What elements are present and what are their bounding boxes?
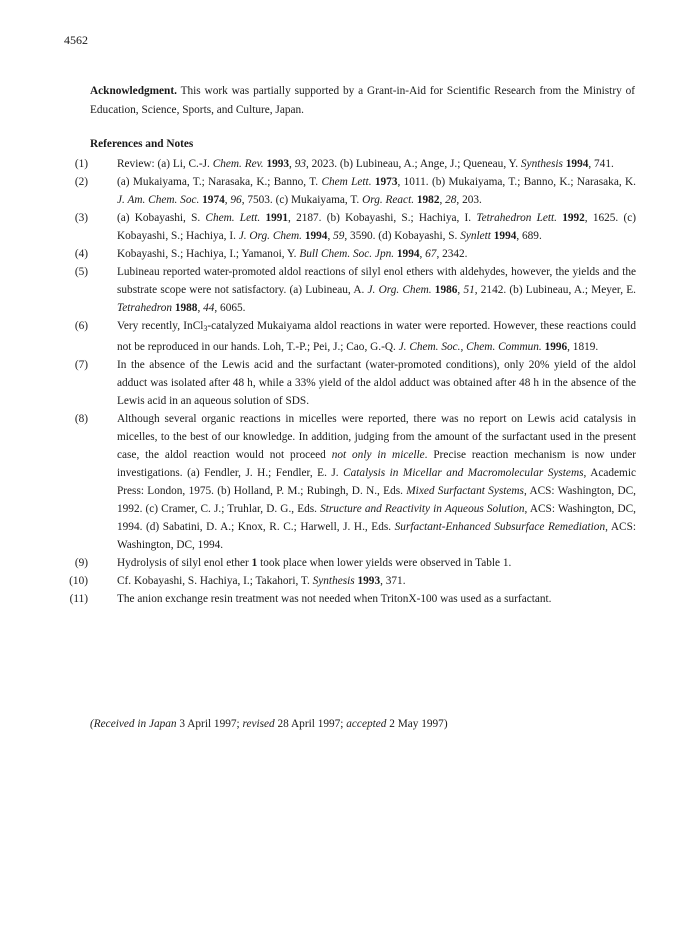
reference-text [117,590,636,608]
reference-text [117,410,636,554]
italic-text: 28 [445,194,457,206]
accepted-label: accepted [346,718,387,730]
text-run: , [419,248,426,260]
bold-text: 1991 [265,212,289,224]
reference-item [64,410,636,554]
italic-text: Synlett [460,230,491,242]
text-run: , 2342. [436,248,468,260]
text-run: Kobayashi, S.; Hachiya, I.; Yamanoi, Y. [117,248,300,260]
italic-text: 93 [294,158,306,170]
text-run: , [327,230,334,242]
bold-text: 1994 [396,248,420,260]
reference-text [117,317,636,356]
bold-text: 1982 [416,194,440,206]
text-run: , [457,284,464,296]
accepted-date: 2 May 1997) [389,718,448,730]
reference-item [64,173,636,209]
bold-text: 1993 [357,575,381,587]
italic-text: 51 [463,284,475,296]
bold-text: 1994 [565,158,589,170]
text-run: , [439,194,446,206]
bold-text: 1988 [174,302,198,314]
italic-text: Mixed Surfactant Systems [406,485,524,497]
reference-number: (10) [69,575,88,587]
reference-item [64,572,636,590]
received-date: 3 April 1997; [179,718,240,730]
italic-text: J. Chem. Soc., Chem. Commun. [398,341,542,353]
reference-text [117,572,636,590]
italic-text: Synthesis [520,158,563,170]
reference-item [64,590,636,608]
reference-text [117,245,636,263]
text-run: . Precise reaction mechanism is now under investigations. (a) Fendler, J. H.; Fendler, E. J. [117,449,636,479]
italic-text: Org. React. [362,194,415,206]
italic-text: 44 [203,302,215,314]
references-heading: References and Notes [90,138,194,150]
bold-text: 1973 [374,176,398,188]
text-run: , 1819. [567,341,599,353]
text-run: The anion exchange resin treatment was not needed when TritonX-100 was used as a surfactant. [117,593,552,605]
reference-number: (3) [74,212,88,224]
received-label: (Received in Japan [90,718,177,730]
text-run: Although several organic reactions in micelles were reported, there was no report on Lewis acid catalysis in micelles, to the best of our knowledge. In addition, judging from the amount of the surfactant used in the present case, the aldol reaction would not proceed [117,413,636,461]
text-run: Review: (a) Li, C.-J. [117,158,213,170]
reference-number: (6) [74,320,88,332]
text-run: , 689. [516,230,542,242]
text-run: took place when lower yields were observed in Table 1. [257,557,512,569]
text-run: -catalyzed Mukaiyama aldol reactions in water were reported. However, these reactions could not be reproduced in our hands. Loh, T.-P.; Pei, J.; Cao, G.-Q. [117,320,636,353]
text-run: In the absence of the Lewis acid and the surfactant (water-promoted conditions), only 20% yield of the aldol adduct was isolated after 48 h, while a 33% yield of the aldol adduct was obtained after 48 h in the absence of the Lewis acid in an aqueous solution of SDS. [117,359,636,407]
acknowledgment-label: Acknowledgment. [90,85,177,97]
italic-text: 96 [230,194,242,206]
reference-number: (9) [74,557,88,569]
italic-text: Bull Chem. Soc. Jpn. [299,248,395,260]
text-run: , 2187. (b) Kobayashi, S.; Hachiya, I. [288,212,477,224]
text-run: , 1625. (c) Kobayashi, S.; Hachiya, I. [117,212,636,242]
reference-item [64,317,636,356]
subscript-text: 3 [203,324,208,333]
text-run: (a) Kobayashi, S. [117,212,206,224]
text-run: , 3590. (d) Kobayashi, S. [344,230,461,242]
reference-item [64,263,636,317]
text-run: , ACS: Washington, DC, 1992. (c) Cramer, C. J.; Truhlar, D. G., Eds. [117,485,636,515]
bold-text: 1996 [544,341,568,353]
reference-number: (11) [69,593,88,605]
reference-number: (4) [74,248,88,260]
text-run: Very recently, InCl [117,320,204,332]
italic-text: Chem. Rev. [212,158,264,170]
italic-text: Structure and Reactivity in Aqueous Solution [320,503,525,515]
text-run: Cf. Kobayashi, S. Hachiya, I.; Takahori, T. [117,575,313,587]
bold-text: 1 [251,557,258,569]
reference-number: (1) [74,158,88,170]
reference-item [64,245,636,263]
italic-text: J. Org. Chem. [238,230,303,242]
reference-text [117,554,636,572]
reference-text [117,263,636,317]
italic-text: not only in micelle [331,449,425,461]
text-run: , 2023. (b) Lubineau, A.; Ange, J.; Queneau, Y. [305,158,521,170]
italic-text: Surfactant-Enhanced Subsurface Remediation [394,521,606,533]
italic-text: Tetrahedron Lett. [476,212,557,224]
reference-text [117,209,636,245]
text-run: , 2142. (b) Lubineau, A.; Meyer, E. [474,284,636,296]
text-run: (a) Mukaiyama, T.; Narasaka, K.; Banno, T. [117,176,322,188]
italic-text: 67 [425,248,437,260]
received-dates [90,718,448,730]
reference-text [117,356,636,410]
text-run: Lubineau reported water-promoted aldol reactions of silyl enol ethers with aldehydes, however, the yields and the substrate scope were not satisfactory. (a) Lubineau, A. [117,266,636,296]
text-run: , 6065. [214,302,246,314]
italic-text: Chem. Lett. [205,212,261,224]
acknowledgment-text: This work was partially supported by a Grant-in-Aid for Scientific Research from the Ministry of Education, Science, Sports, and Culture, Japan. [90,85,636,116]
text-run: , ACS: Washington, DC, 1994. (d) Sabatini, D. A.; Knox, R. C.; Harwell, J. H., Eds. [117,503,636,533]
bold-text: 1974 [202,194,225,206]
revised-label: revised [242,718,275,730]
italic-text: Chem Lett. [321,176,372,188]
acknowledgment-paragraph [90,82,635,120]
italic-text: J. Am. Chem. Soc. [117,194,200,206]
page-number: 4562 [64,33,88,47]
reference-item [64,155,636,173]
text-run: , [197,302,204,314]
italic-text: Synthesis [312,575,355,587]
revised-date: 28 April 1997; [277,718,344,730]
reference-item [64,554,636,572]
text-run: Hydrolysis of silyl enol ether [117,557,252,569]
reference-item [64,209,636,245]
bold-text: 1993 [266,158,290,170]
text-run: , 371. [380,575,406,587]
italic-text: 59 [333,230,345,242]
bold-text: 1994 [493,230,517,242]
reference-number: (8) [74,413,88,425]
reference-item [64,356,636,410]
text-run: , Academic Press: London, 1975. (b) Holland, P. M.; Rubingh, D. N., Eds. [117,467,636,497]
italic-text: Tetrahedron [117,302,173,314]
italic-text: J. Org. Chem. [367,284,432,296]
text-run: , 741. [588,158,614,170]
text-run: , ACS: Washington, DC, 1994. [117,521,637,551]
bold-text: 1994 [304,230,328,242]
reference-text [117,173,636,209]
reference-number: (5) [74,266,88,278]
text-run: , [289,158,295,170]
reference-number: (2) [74,176,88,188]
bold-text: 1992 [562,212,585,224]
italic-text: Catalysis in Micellar and Macromolecular Systems [343,467,584,479]
reference-text [117,155,636,173]
text-run: , 203. [456,194,482,206]
text-run: , 7503. (c) Mukaiyama, T. [241,194,363,206]
reference-list [64,155,636,608]
text-run: , 1011. (b) Mukaiyama, T.; Banno, K.; Narasaka, K. [397,176,636,188]
reference-number: (7) [74,359,88,371]
text-run: , [224,194,231,206]
bold-text: 1986 [434,284,458,296]
